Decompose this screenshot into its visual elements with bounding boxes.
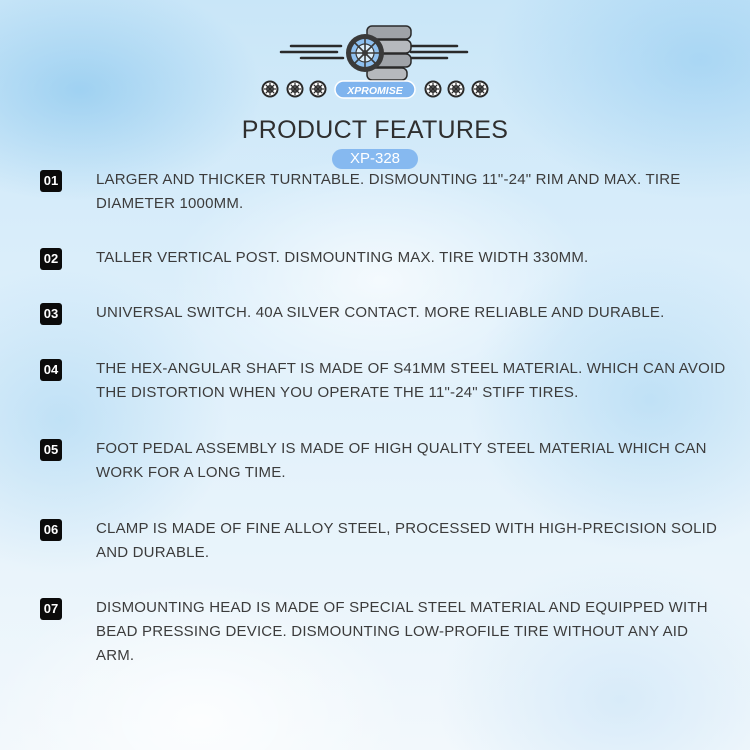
feature-text: LARGER AND THICKER TURNTABLE. DISMOUNTING 11"-24" RIM AND MAX. TIRE DIAMETER 1000MM. [96,171,681,212]
feature-text: CLAMP IS MADE OF FINE ALLOY STEEL, PROCESSED WITH HIGH-PRECISION SOLID AND DURABLE. [96,520,718,561]
feature-number: 01 [40,170,62,192]
feature-number: 07 [40,598,62,620]
feature-number: 05 [40,439,62,461]
feature-text: DISMOUNTING HEAD IS MADE OF SPECIAL STEEL MATERIAL AND EQUIPPED WITH BEAD PRESSING DEVICE. DISMOUNTING LOW-PROFILE TIRE WITHOUT ANY AID ARM. [96,599,708,664]
feature-text: THE HEX-ANGULAR SHAFT IS MADE OF S41MM STEEL MATERIAL. WHICH CAN AVOID THE DISTORTION WHEN YOU OPERATE THE 11"-24" STIFF TIRES. [96,360,726,401]
brand-logo-text: XPROMISE [347,85,403,97]
feature-number: 06 [40,519,62,541]
feature-number: 03 [40,303,62,325]
feature-text: TALLER VERTICAL POST. DISMOUNTING MAX. TIRE WIDTH 330MM. [96,249,589,266]
feature-text: UNIVERSAL SWITCH. 40A SILVER CONTACT. MORE RELIABLE AND DURABLE. [96,304,665,321]
feature-number: 02 [40,248,62,270]
feature-text: FOOT PEDAL ASSEMBLY IS MADE OF HIGH QUALITY STEEL MATERIAL WHICH CAN WORK FOR A LONG TIME. [96,440,707,481]
page-title: PRODUCT FEATURES [241,116,509,144]
model-badge: XP-328 [332,149,418,169]
feature-number: 04 [40,359,62,381]
